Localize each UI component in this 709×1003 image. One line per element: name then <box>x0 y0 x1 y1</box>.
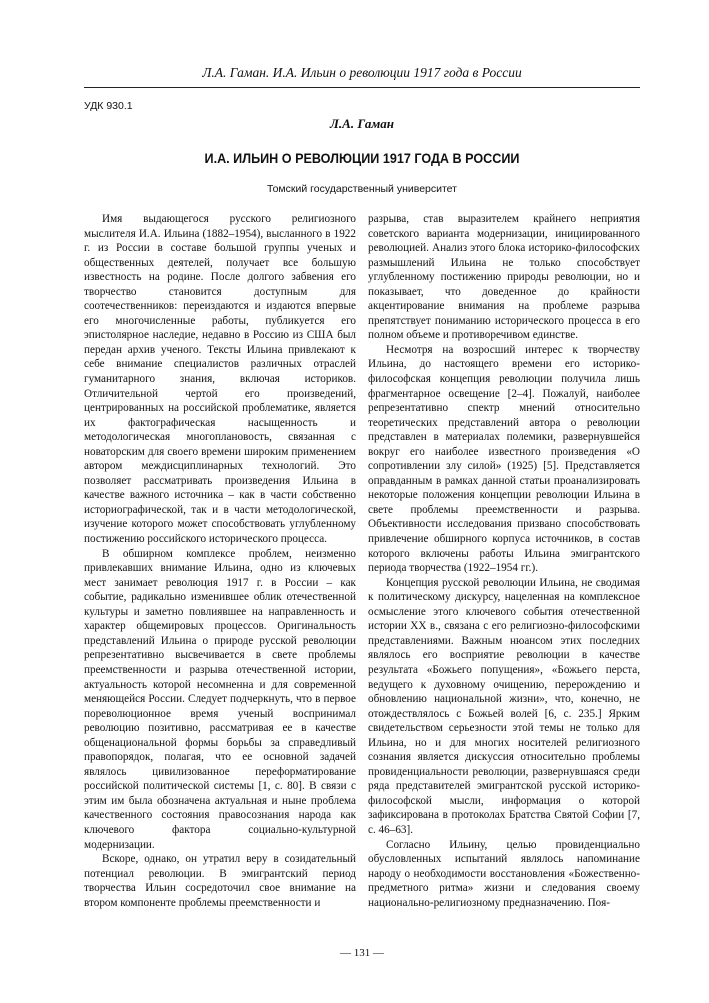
paragraph: Вскоре, однако, он утратил веру в созидательный потенциал революции. В эмигрантский период творчества Ильин сосредоточил свое внимание на втором компоненте проблемы преемственности и <box>84 853 356 909</box>
paragraph: Имя выдающегося русского религиозного мыслителя И.А. Ильина (1882–1954), высланного в 1922 г. из России в составе большой группы ученых и общественных деятелей, получает все большую известность на родине. После долгого забвения его творчество становится доступным для соотечественников: переиздаются и издаются впервые его многочисленные работы, публикуется его эпистолярное наследие, недавно в Россию из США был передан архив ученого. Тексты Ильина привлекают к себе внимание специалистов различных отраслей гуманитарного знания, включая историков. Отличительной чертой его произведений, центрированных на российской проблематике, является их фактографическая насыщенность и методологическая многоплановость, связанная с новаторским для своего времени широким применением автором междисциплинарных технологий. Это позволяет рассматривать произведения Ильина в качестве важного источника – как в части собственно историографической, так и в части методологической, изучение которого может способствовать углубленному постижению российского исторического процесса. <box>84 213 356 546</box>
paragraph: Согласно Ильину, целью провиденциально обусловленных испытаний являлось напоминание народу о необходимости восстановления «Божественно-предметного ритма» жизни и следования своему национально-религиозному предназначению. Поя- <box>368 838 640 909</box>
paragraph: разрыва, став выразителем крайнего неприятия советского варианта модернизации, инициированного революцией. Анализ этого блока историко-философских размышлений Ильина не только способствует углубленному постижению природы революции, но и показывает, что доведенное до крайности акцентирование внимания на проблеме разрыва препятствует пониманию исторического процесса в его полном объеме и противоречивом единстве. <box>368 213 640 342</box>
paragraph: Концепция русской революции Ильина, не сводимая к политическому дискурсу, нацеленная на комплексное осмысление этого ключевого события отечественной истории XX в., связана с его религиозно-философскими представлениями. Важным нюансом этих последних являлось его восприятие революции в качестве результата «Божьего попущения», «Божьего перста, ведущего к духовному очищению, перерождению и обновлению национальной жизни», что, конечно, не отождествлялось с Божьей волей [6, с. 235.] Ярким свидетельством серьезности этой темы не только для Ильина, но и для многих носителей религиозного сознания является дискуссия относительно проблемы провиденциальности революции, развернувшаяся среди ряда представителей эмигрантской русской историко-философской мысли, информация о которой зафиксирована в протоколах Братства Святой Софии [7, с. 46–63]. <box>368 576 640 836</box>
article-title: И.А. ИЛЬИН О РЕВОЛЮЦИИ 1917 ГОДА В РОССИИ <box>204 150 520 166</box>
paragraph: В обширном комплексе проблем, неизменно привлекавших внимание Ильина, одно из ключевых мест занимает революция 1917 г. в России – как событие, радикально изменившее облик отечественной культуры и заметно повлиявшее на направленность и характер общемировых процессов. Оригинальность представлений Ильина о природе русской революции репрезентативно высвечивается в свете проблемы преемственности и разрыва отечественной истории, актуальность которой несомненна и для современной меняющейся России. Следует подчеркнуть, что в первое пореволюционное время ученый воспринимал революцию позитивно, рассматривая ее в качестве общенациональной формы борьбы за справедливый правопорядок, полагая, что ее основной задачей являлось цивилизованное переформатирование российской политической системы [1, с. 80]. В связи с этим им была обозначена актуальная и ныне проблема качественного состояния правосознания народа как ключевого фактора социально-культурной модернизации. <box>84 547 356 851</box>
left-column <box>84 212 356 910</box>
right-column <box>368 212 640 910</box>
header-rule <box>84 87 640 88</box>
author-name: Л.А. Гаман <box>330 116 394 131</box>
author-affiliation: Томский государственный университет <box>267 183 457 195</box>
paragraph: Несмотря на возросший интерес к творчеству Ильина, до настоящего времени его историко-философская концепция революции получила лишь фрагментарное освещение [2–4]. Пожалуй, наиболее репрезентативно спектр мнений относительно теоретических представлений автора о революции представлен в материалах полемики, развернувшейся вокруг его наиболее известного произведения «О сопротивлении злу силой» (1925) [5]. Представляется оправданным в рамках данной статьи проанализировать некоторые положения концепции революции Ильина в свете проблемы преемственности и разрыва. Объективности исследования призвано способствовать привлечение обширного корпуса источников, в состав которого включены работы Ильина эмигрантского периода творчества (1922–1954 гг.). <box>368 343 640 575</box>
running-header: Л.А. Гаман. И.А. Ильин о революции 1917 года в России <box>202 65 522 80</box>
udk-code: УДК 930.1 <box>84 100 133 112</box>
page-number: — 131 — <box>340 947 384 959</box>
